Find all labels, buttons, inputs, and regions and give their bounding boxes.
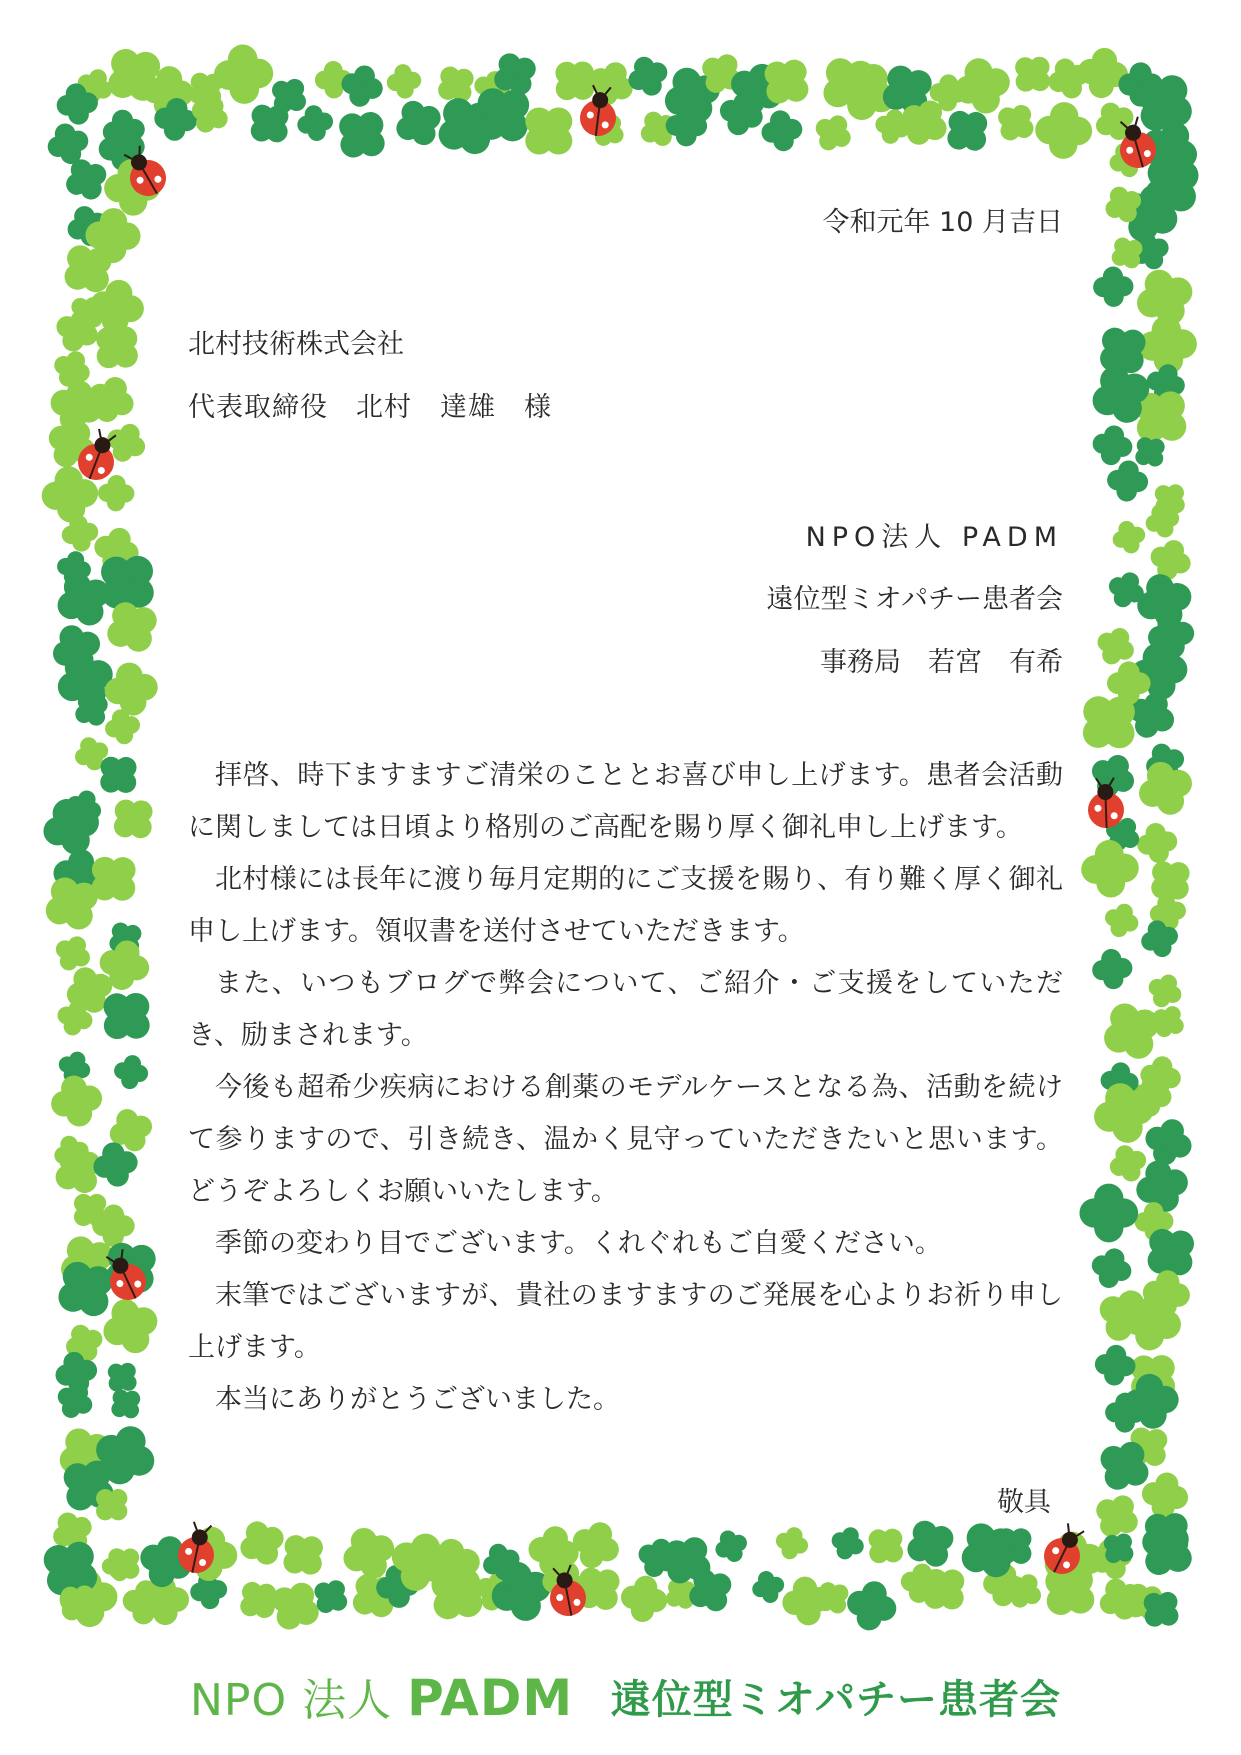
letter-body <box>188 750 1063 1426</box>
clover-icon <box>842 1576 901 1635</box>
letter-date: 令和元年 10 月吉日 <box>822 207 1063 238</box>
clover-icon <box>1092 266 1134 308</box>
clover-icon <box>385 62 424 101</box>
clover-icon <box>1130 753 1201 824</box>
recipient-person: 代表取締役 北村 達雄 様 <box>188 392 552 423</box>
closing-phrase: 敬具 <box>997 1487 1051 1518</box>
clover-icon <box>1090 947 1134 991</box>
clover-icon <box>758 107 805 154</box>
body-paragraph: 本当にありがとうございました。 <box>215 1384 620 1415</box>
sender-contact: 事務局 若宮 有希 <box>820 647 1063 678</box>
clover-icon <box>1108 517 1149 558</box>
body-paragraph: 北村様には長年に渡り毎月定期的にご支援を賜り、有り難く厚く御礼申し上げます。領収書を送付させていただきます。 <box>188 864 1063 947</box>
clover-icon <box>97 474 135 512</box>
clover-icon <box>212 43 274 105</box>
clover-icon <box>1079 1184 1138 1243</box>
clover-icon <box>232 1513 292 1573</box>
footer-group-name: 遠位型ミオパチー患者会 <box>610 1677 1061 1723</box>
clover-icon <box>102 788 165 851</box>
clover-icon <box>1087 1243 1137 1293</box>
footer-org-logo <box>190 1664 573 1728</box>
clover-icon <box>35 791 107 863</box>
clover-icon <box>46 1070 107 1131</box>
clover-icon <box>337 61 387 111</box>
clover-icon <box>772 1523 813 1564</box>
body-paragraph: 拝啓、時下ますますご清栄のこととお喜び申し上げます。患者会活動に関しましては日頃より格別のご高配を賜り厚く御礼申し上げます。 <box>188 760 1063 843</box>
clover-icon <box>1100 899 1143 942</box>
footer-org-name: PADM <box>407 1669 574 1727</box>
clover-icon <box>112 1053 151 1092</box>
clover-icon <box>1105 459 1149 503</box>
clover-icon <box>1034 101 1093 160</box>
sender-group: 遠位型ミオパチー患者会 <box>766 584 1063 615</box>
clover-icon <box>1139 1112 1198 1171</box>
clover-icon <box>826 1522 868 1564</box>
body-paragraph: また、いつもブログで弊会について、ご紹介・ご支援をしていただき、励まされます。 <box>188 968 1063 1051</box>
clover-icon <box>898 1511 963 1576</box>
body-paragraph: 季節の変わり目でございます。くれぐれもご自愛ください。 <box>215 1228 942 1259</box>
clover-icon <box>618 1573 670 1625</box>
clover-icon <box>387 92 450 155</box>
clover-icon <box>1093 1343 1137 1387</box>
footer-org-prefix: NPO 法人 <box>190 1675 393 1726</box>
clover-icon <box>1142 968 1187 1013</box>
clover-icon <box>710 1525 753 1568</box>
clover-icon <box>1134 820 1180 866</box>
clover-icon <box>325 98 398 171</box>
sender-organization: NPO法人 PADM <box>805 522 1063 553</box>
clover-icon <box>748 1567 788 1607</box>
recipient-company: 北村技術株式会社 <box>188 329 404 360</box>
body-paragraph: 末筆ではございますが、貴社のますますのご発展を心よりお祈り申し上げます。 <box>188 1280 1063 1363</box>
clover-icon <box>858 1518 914 1574</box>
body-paragraph: 今後も超希少疾病における創薬のモデルケースとなる為、活動を続けて参りますので、引き続き、温かく見守っていただきたいと思います。どうぞよろしくお願いいたします。 <box>188 1072 1063 1207</box>
